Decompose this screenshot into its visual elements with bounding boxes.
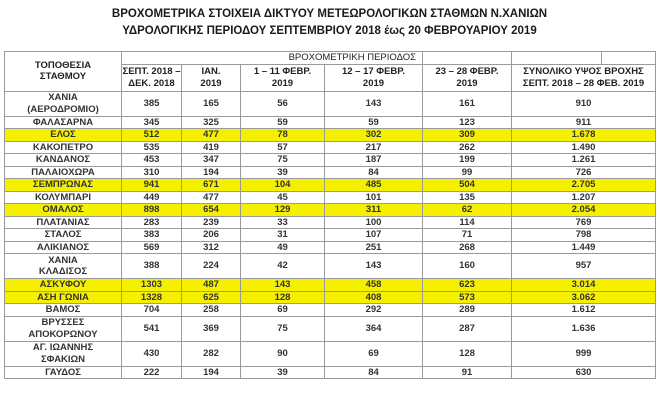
rainfall-value: 941 <box>122 179 182 192</box>
column-header <box>182 64 241 91</box>
rainfall-value: 187 <box>325 154 423 167</box>
rainfall-value: 419 <box>182 141 241 154</box>
rainfall-value: 957 <box>512 254 656 279</box>
rainfall-value: 345 <box>122 116 182 129</box>
blank-header-3 <box>602 52 656 65</box>
station-name <box>5 179 122 192</box>
rainfall-value: 49 <box>241 241 325 254</box>
table-row <box>5 241 656 254</box>
rainfall-value: 1.678 <box>512 129 656 142</box>
station-name <box>5 291 122 304</box>
station-name-line: ΠΑΛΑΙΟΧΩΡΑ <box>31 166 95 178</box>
rainfall-value: 310 <box>122 166 182 179</box>
rainfall-value: 385 <box>122 91 182 116</box>
station-name <box>5 341 122 366</box>
rainfall-value: 911 <box>512 116 656 129</box>
rainfall-value: 999 <box>512 341 656 366</box>
station-name-line: ΑΛΙΚΙΑΝΟΣ <box>36 241 90 253</box>
rainfall-value: 487 <box>182 279 241 292</box>
rainfall-value: 477 <box>182 129 241 142</box>
column-header-line: 2019 <box>362 77 385 89</box>
table-row <box>5 229 656 242</box>
column-header-line: ΙΑΝ. <box>201 66 221 77</box>
rainfall-value: 75 <box>241 316 325 341</box>
station-name <box>5 141 122 154</box>
rainfall-value: 224 <box>182 254 241 279</box>
table-row <box>5 254 656 279</box>
table-row <box>5 141 656 154</box>
rainfall-value: 143 <box>325 254 423 279</box>
rainfall-value: 1303 <box>122 279 182 292</box>
station-name-line: ΦΑΛΑΣΑΡΝΑ <box>32 116 94 128</box>
rainfall-value: 258 <box>182 304 241 317</box>
station-name <box>5 116 122 129</box>
rainfall-value: 1.207 <box>512 191 656 204</box>
rainfall-value: 485 <box>325 179 423 192</box>
station-name-line: ΑΓ. ΙΩΑΝΝΗΣ <box>32 342 94 353</box>
rainfall-value: 283 <box>122 216 182 229</box>
column-header <box>512 64 656 91</box>
station-name <box>5 91 122 116</box>
rainfall-value: 726 <box>512 166 656 179</box>
table-row <box>5 154 656 167</box>
rainfall-value: 57 <box>241 141 325 154</box>
rainfall-value: 100 <box>325 216 423 229</box>
station-name-line: ΚΑΝΔΑΝΟΣ <box>35 154 91 165</box>
rainfall-value: 512 <box>122 129 182 142</box>
column-header-line: 1 – 11 ΦΕΒΡ. <box>253 66 312 77</box>
rainfall-value: 302 <box>325 129 423 142</box>
rainfall-value: 56 <box>241 91 325 116</box>
table-row <box>5 291 656 304</box>
column-header-line: 23 – 28 ΦΕΒΡ. <box>435 66 499 77</box>
rainfall-value: 268 <box>423 241 512 254</box>
rainfall-value: 573 <box>423 291 512 304</box>
rainfall-value: 671 <box>182 179 241 192</box>
rainfall-value: 1328 <box>122 291 182 304</box>
rainfall-value: 504 <box>423 179 512 192</box>
rainfall-value: 129 <box>241 204 325 217</box>
table-row <box>5 116 656 129</box>
table-row <box>5 191 656 204</box>
rainfall-value: 90 <box>241 341 325 366</box>
station-name-line: ΑΠΟΚΟΡΩΝΟΥ <box>28 328 98 340</box>
table-row <box>5 304 656 317</box>
rainfall-value: 541 <box>122 316 182 341</box>
station-name-line: ΒΡΥΣΣΕΣ <box>41 317 85 328</box>
rainfall-value: 194 <box>182 166 241 179</box>
rainfall-value: 135 <box>423 191 512 204</box>
station-name <box>5 316 122 341</box>
station-name-line: ΚΟΛΥΜΠΑΡΙ <box>35 191 91 203</box>
rainfall-value: 39 <box>241 166 325 179</box>
rainfall-value: 458 <box>325 279 423 292</box>
rainfall-value: 107 <box>325 229 423 242</box>
rainfall-value: 33 <box>241 216 325 229</box>
rainfall-value: 99 <box>423 166 512 179</box>
location-header-line: ΣΤΑΘΜΟΥ <box>39 71 87 83</box>
rainfall-value: 287 <box>423 316 512 341</box>
rainfall-value: 239 <box>182 216 241 229</box>
rainfall-value: 160 <box>423 254 512 279</box>
rainfall-value: 453 <box>122 154 182 167</box>
rainfall-value: 1.490 <box>512 141 656 154</box>
column-header-line: ΣΥΝΟΛΙΚΟ ΥΨΟΣ ΒΡΟΧΗΣ <box>523 66 644 77</box>
rainfall-value: 31 <box>241 229 325 242</box>
column-header-line: ΣΕΠΤ. 2018 – <box>122 66 181 77</box>
rainfall-value: 123 <box>423 116 512 129</box>
column-header-line: ΔΕΚ. 2018 <box>128 77 175 89</box>
rainfall-value: 292 <box>325 304 423 317</box>
rainfall-value: 364 <box>325 316 423 341</box>
rainfall-value: 217 <box>325 141 423 154</box>
document-title-line-2: ΥΔΡΟΛΟΓΙΚΗΣ ΠΕΡΙΟΔΟΥ ΣΕΠΤΕΜΒΡΙΟΥ 2018 έως 20 ΦΕΒΡΟΥΑΡΙΟΥ 2019 <box>122 25 537 37</box>
rainfall-value: 161 <box>423 91 512 116</box>
rainfall-value: 84 <box>325 366 423 379</box>
blank-header-1 <box>423 52 512 65</box>
station-name-line: ΧΑΝΙΑ <box>48 92 78 103</box>
rainfall-value: 769 <box>512 216 656 229</box>
rainfall-value: 569 <box>122 241 182 254</box>
station-name-line: ΚΛΑΔΙΣΟΣ <box>38 266 88 277</box>
station-name-line: ΓΑΥΔΟΣ <box>45 366 81 378</box>
rainfall-value: 325 <box>182 116 241 129</box>
station-name-line: ΕΛΟΣ <box>50 129 76 140</box>
rainfall-value: 59 <box>325 116 423 129</box>
table-row <box>5 341 656 366</box>
rainfall-value: 165 <box>182 91 241 116</box>
document-title-line-1: ΒΡΟΧΟΜΕΤΡΙΚΑ ΣΤΟΙΧΕΙΑ ΔΙΚΤΥΟΥ ΜΕΤΕΩΡΟΛΟΓΙΚΩΝ ΣΤΑΘΜΩΝ Ν.ΧΑΝΙΩΝ <box>111 8 548 20</box>
rainfall-value: 309 <box>423 129 512 142</box>
rainfall-value: 62 <box>423 204 512 217</box>
rainfall-value: 2.705 <box>512 179 656 192</box>
rainfall-value: 3.014 <box>512 279 656 292</box>
rainfall-value: 42 <box>241 254 325 279</box>
column-header-line: ΣΕΠΤ. 2018 – 28 ΦΕΒ. 2019 <box>522 77 645 89</box>
station-name <box>5 241 122 254</box>
station-name-line: ΒΑΜΟΣ <box>45 304 81 315</box>
station-name <box>5 204 122 217</box>
column-header-line: 2019 <box>271 77 294 89</box>
rainfall-value: 1.612 <box>512 304 656 317</box>
rainfall-value: 222 <box>122 366 182 379</box>
table-row <box>5 279 656 292</box>
rainfall-value: 59 <box>241 116 325 129</box>
rainfall-value: 1.636 <box>512 316 656 341</box>
table-row <box>5 179 656 192</box>
station-name <box>5 191 122 204</box>
column-header <box>241 64 325 91</box>
rainfall-value: 704 <box>122 304 182 317</box>
rainfall-value: 143 <box>241 279 325 292</box>
rainfall-value: 477 <box>182 191 241 204</box>
rainfall-value: 143 <box>325 91 423 116</box>
station-name-line: ΣΤΑΛΟΣ <box>44 229 82 240</box>
station-name-line: ΚΑΚΟΠΕΤΡΟ <box>32 141 94 153</box>
rainfall-value: 84 <box>325 166 423 179</box>
station-name <box>5 129 122 142</box>
rainfall-value: 383 <box>122 229 182 242</box>
station-name-line: (ΑΕΡΟΔΡΟΜΙΟ) <box>27 103 99 115</box>
station-name-line: ΠΛΑΤΑΝΙΑΣ <box>36 216 90 228</box>
station-name-line: ΟΜΑΛΟΣ <box>42 204 84 215</box>
rainfall-value: 449 <box>122 191 182 204</box>
rainfall-value: 282 <box>182 341 241 366</box>
rainfall-value: 625 <box>182 291 241 304</box>
rainfall-value: 69 <box>325 341 423 366</box>
rainfall-value: 1.449 <box>512 241 656 254</box>
rainfall-value: 430 <box>122 341 182 366</box>
column-header <box>122 64 182 91</box>
rainfall-value: 388 <box>122 254 182 279</box>
station-name <box>5 304 122 317</box>
station-name <box>5 229 122 242</box>
column-header <box>325 64 423 91</box>
rainfall-value: 251 <box>325 241 423 254</box>
rainfall-value: 206 <box>182 229 241 242</box>
station-name-line: ΣΦΑΚΙΩΝ <box>40 353 86 365</box>
table-row <box>5 316 656 341</box>
rainfall-table <box>4 51 656 379</box>
station-name-line: ΧΑΝΙΑ <box>48 254 78 266</box>
rainfall-value: 910 <box>512 91 656 116</box>
station-name-line: ΣΕΜΠΡΩΝΑΣ <box>32 179 94 190</box>
rainfall-value: 312 <box>182 241 241 254</box>
rainfall-value: 289 <box>423 304 512 317</box>
station-name-line: ΑΣΚΥΦΟΥ <box>39 279 87 290</box>
rainfall-value: 45 <box>241 191 325 204</box>
column-header <box>423 64 512 91</box>
table-row <box>5 166 656 179</box>
station-name <box>5 254 122 279</box>
rainfall-value: 898 <box>122 204 182 217</box>
rainfall-value: 114 <box>423 216 512 229</box>
table-row <box>5 216 656 229</box>
station-name <box>5 216 122 229</box>
column-header-line: 12 – 17 ΦΕΒΡ. <box>341 66 406 77</box>
rainfall-value: 39 <box>241 366 325 379</box>
rainfall-value: 798 <box>512 229 656 242</box>
station-name <box>5 166 122 179</box>
station-name <box>5 366 122 379</box>
period-header: ΒΡΟΧΟΜΕΤΡΙΚΗ ΠΕΡΙΟΔΟΣ <box>122 52 423 65</box>
rainfall-value: 69 <box>241 304 325 317</box>
rainfall-value: 1.261 <box>512 154 656 167</box>
location-header-line: ΤΟΠΟΘΕΣΙΑ <box>34 59 92 71</box>
station-name <box>5 154 122 167</box>
rainfall-value: 535 <box>122 141 182 154</box>
table-row <box>5 129 656 142</box>
table-row <box>5 204 656 217</box>
table-row <box>5 366 656 379</box>
table-row <box>5 91 656 116</box>
rainfall-value: 91 <box>423 366 512 379</box>
column-header-line: 2019 <box>200 77 222 89</box>
rainfall-value: 347 <box>182 154 241 167</box>
rainfall-value: 311 <box>325 204 423 217</box>
rainfall-value: 71 <box>423 229 512 242</box>
rainfall-value: 75 <box>241 154 325 167</box>
rainfall-value: 369 <box>182 316 241 341</box>
rainfall-value: 623 <box>423 279 512 292</box>
rainfall-value: 408 <box>325 291 423 304</box>
blank-header-2 <box>512 52 602 65</box>
rainfall-value: 194 <box>182 366 241 379</box>
rainfall-value: 128 <box>241 291 325 304</box>
rainfall-value: 78 <box>241 129 325 142</box>
rainfall-value: 101 <box>325 191 423 204</box>
rainfall-value: 262 <box>423 141 512 154</box>
rainfall-value: 630 <box>512 366 656 379</box>
rainfall-value: 199 <box>423 154 512 167</box>
rainfall-value: 3.062 <box>512 291 656 304</box>
column-header-line: 2019 <box>456 77 478 89</box>
rainfall-value: 128 <box>423 341 512 366</box>
location-header <box>5 52 122 92</box>
rainfall-value: 2.054 <box>512 204 656 217</box>
rainfall-value: 654 <box>182 204 241 217</box>
rainfall-value: 104 <box>241 179 325 192</box>
station-name <box>5 279 122 292</box>
station-name-line: ΑΣΗ ΓΩΝΙΑ <box>37 291 89 303</box>
